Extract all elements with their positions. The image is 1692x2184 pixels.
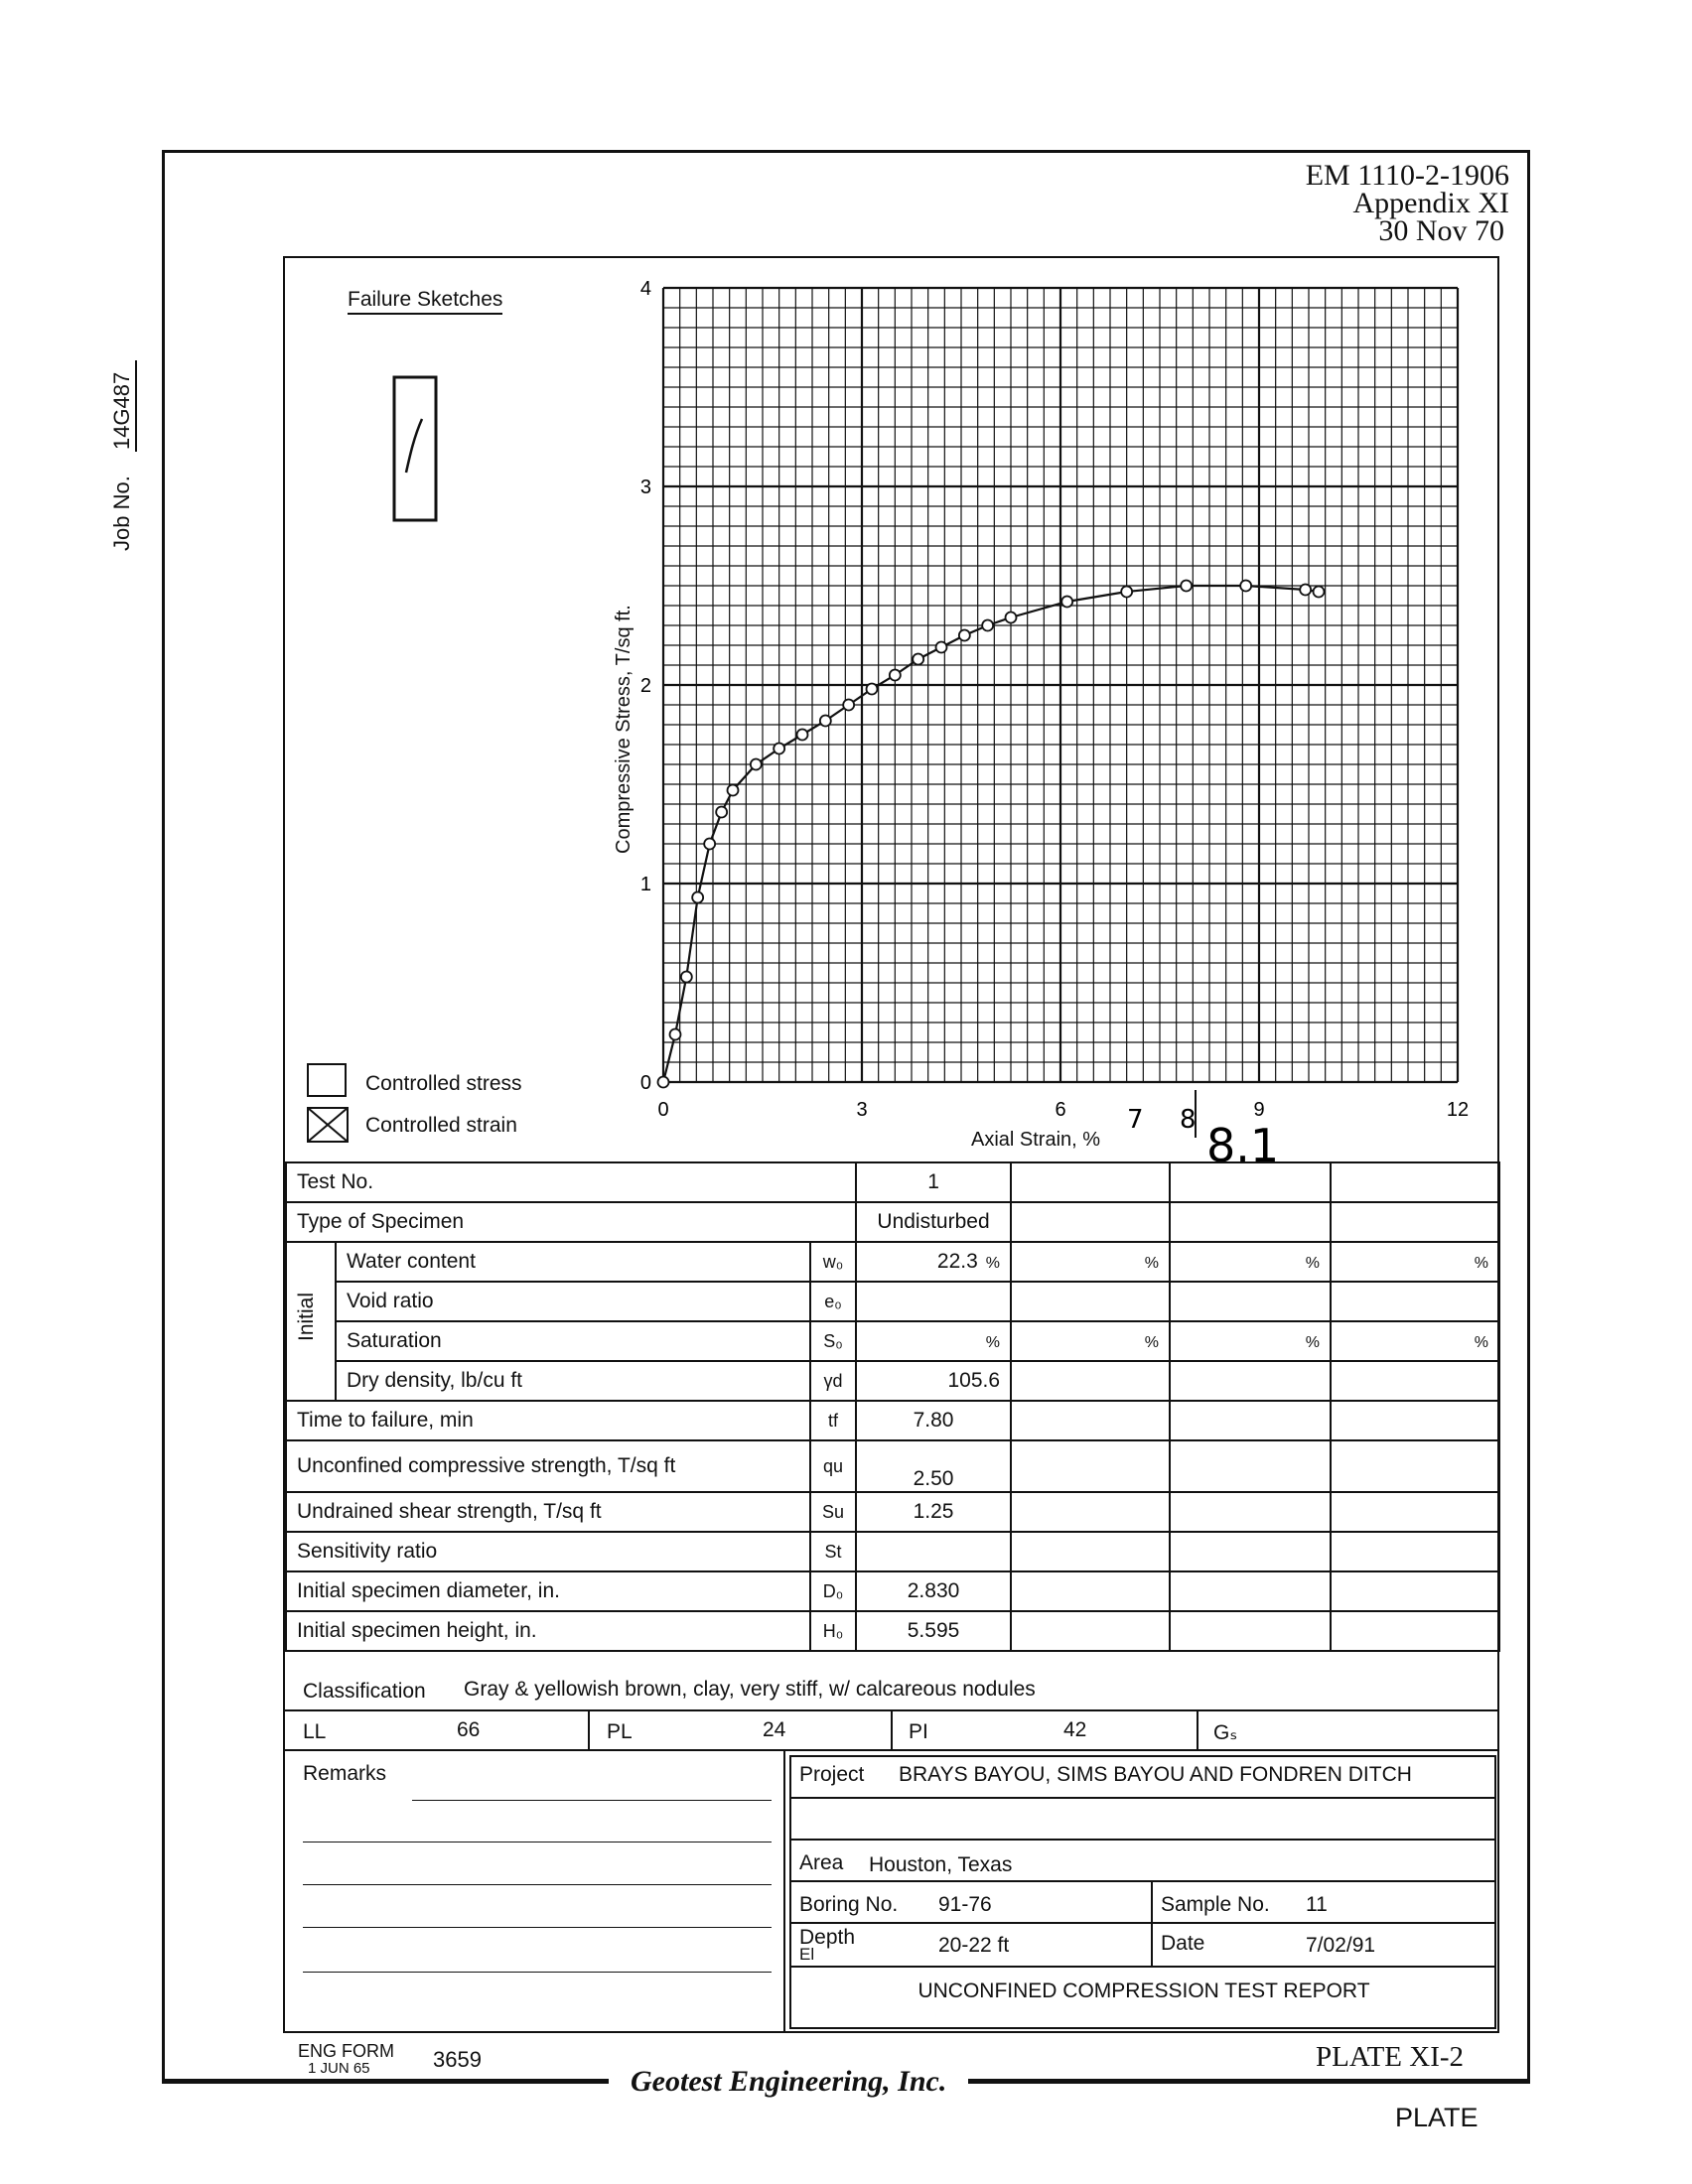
initial-row-symbol: w₀: [810, 1242, 856, 1282]
main-row-label: Initial specimen diameter, in.: [286, 1571, 810, 1611]
main-row-label: Undrained shear strength, T/sq ft: [286, 1492, 810, 1532]
initial-row-value: [1011, 1361, 1170, 1401]
stress-strain-curve: [663, 586, 1319, 1082]
depth-value: 20-22 ft: [938, 1934, 1010, 1957]
plate-number: PLATE XI-2: [1316, 2041, 1465, 2073]
initial-row-value: [1011, 1242, 1170, 1282]
project-value: BRAYS BAYOU, SIMS BAYOU AND FONDREN DITCH: [899, 1763, 1412, 1786]
data-point: [913, 654, 923, 665]
y-tick-label: 0: [639, 1072, 651, 1094]
y-tick-label: 1: [639, 874, 651, 895]
classification-value: Gray & yellowish brown, clay, very stiff, w/ calcareous nodules: [464, 1678, 1036, 1701]
main-row-value: [1170, 1401, 1331, 1440]
main-row-label: Sensitivity ratio: [286, 1532, 810, 1571]
initial-row-symbol: e₀: [810, 1282, 856, 1321]
appendix-label: Appendix XI: [1352, 187, 1509, 219]
data-point: [774, 744, 784, 754]
date-label: Date: [1161, 1932, 1205, 1955]
main-row-value: [1011, 1401, 1170, 1440]
main-row-value: [1331, 1440, 1499, 1492]
eng-form-label: ENG FORM: [298, 2041, 394, 2061]
data-point: [751, 759, 762, 770]
initial-row-value: [1331, 1321, 1499, 1361]
unit-percent: %: [1474, 1255, 1489, 1272]
failure-sketches-title: Failure Sketches: [348, 288, 502, 315]
x-axis-label: Axial Strain, %: [971, 1129, 1101, 1151]
data-point: [936, 642, 947, 653]
test-no-value: 1: [856, 1162, 1011, 1202]
specimen-type-value: [1011, 1202, 1170, 1242]
initial-row-value: [1170, 1361, 1331, 1401]
main-row-value: [1331, 1571, 1499, 1611]
test-data-table: [285, 1161, 1500, 1652]
main-row-label: Initial specimen height, in.: [286, 1611, 810, 1651]
initial-row-value: [1011, 1321, 1170, 1361]
classification-label: Classification: [303, 1680, 426, 1703]
main-row-value: [1331, 1611, 1499, 1651]
unit-percent: %: [1305, 1255, 1321, 1272]
main-row-symbol: tf: [810, 1401, 856, 1440]
initial-row-value: [856, 1361, 1011, 1401]
date-value: 7/02/91: [1306, 1934, 1376, 1957]
main-row-value: [1170, 1571, 1331, 1611]
initial-row-label: Water content: [336, 1242, 810, 1282]
area-value: Houston, Texas: [869, 1853, 1013, 1876]
y-axis-label: Compressive Stress, T/sq ft.: [613, 605, 634, 854]
em-number: EM 1110-2-1906: [1305, 159, 1509, 192]
unit-percent: %: [1144, 1255, 1160, 1272]
data-point: [1181, 581, 1192, 592]
data-point: [716, 807, 727, 818]
classification-row: [285, 1674, 1498, 1711]
test-no-label: Test No.: [286, 1162, 856, 1202]
main-row-value: [1170, 1532, 1331, 1571]
main-row-label: Unconfined compressive strength, T/sq ft: [286, 1440, 810, 1492]
specimen-type-value: Undisturbed: [856, 1202, 1011, 1242]
main-row-value: 2.830: [856, 1571, 1011, 1611]
initial-row-number: 22.3: [936, 1250, 978, 1273]
data-point: [843, 700, 854, 711]
main-row-value: [1011, 1532, 1170, 1571]
sample-value: 11: [1306, 1893, 1328, 1916]
data-point: [670, 1029, 681, 1040]
y-tick-label: 3: [639, 477, 651, 498]
initial-row-symbol: γd: [810, 1361, 856, 1401]
company-name: Geotest Engineering, Inc.: [609, 2065, 968, 2099]
main-row-value: [1170, 1492, 1331, 1532]
main-row-value: 7.80: [856, 1401, 1011, 1440]
initial-row-value: [1170, 1282, 1331, 1321]
data-point: [1300, 585, 1311, 596]
initial-label: Initial: [295, 1292, 318, 1341]
data-point: [1314, 587, 1325, 598]
main-row-value: [1331, 1532, 1499, 1571]
sample-label: Sample No.: [1161, 1893, 1270, 1916]
specimen-type-label: Type of Specimen: [286, 1202, 856, 1242]
initial-row-label: Dry density, lb/cu ft: [336, 1361, 810, 1401]
eng-form-date: 1 JUN 65: [308, 2060, 370, 2077]
main-row-label: Time to failure, min: [286, 1401, 810, 1440]
main-row-value: [1170, 1611, 1331, 1651]
project-label: Project: [799, 1763, 865, 1786]
remarks-label: Remarks: [303, 1762, 387, 1785]
data-point: [959, 630, 970, 641]
main-row-symbol: D₀: [810, 1571, 856, 1611]
main-row-value: [1011, 1611, 1170, 1651]
x-tick-label: 6: [1055, 1099, 1066, 1121]
unit-percent: %: [985, 1334, 1001, 1351]
initial-row-value: [1331, 1361, 1499, 1401]
main-row-value: [1011, 1492, 1170, 1532]
data-point: [890, 670, 901, 681]
specimen-type-value: [1331, 1202, 1499, 1242]
controlled-stress-label: Controlled stress: [365, 1072, 522, 1095]
y-tick-label: 2: [639, 675, 651, 697]
main-row-value: [1011, 1440, 1170, 1492]
pl-value: 24: [763, 1718, 786, 1741]
eng-form-number: 3659: [433, 2047, 482, 2072]
specimen-type-value: [1170, 1202, 1331, 1242]
initial-row-label: Saturation: [336, 1321, 810, 1361]
unit-percent: %: [1474, 1334, 1489, 1351]
job-number: 14G487: [109, 360, 137, 452]
handwritten-seven: 7: [1127, 1105, 1144, 1135]
report-title: UNCONFINED COMPRESSION TEST REPORT: [917, 1979, 1370, 2002]
initial-row-number: 105.6: [947, 1369, 1001, 1392]
x-tick-label: 3: [856, 1099, 868, 1121]
data-point: [681, 972, 692, 983]
x-tick-label: 0: [657, 1099, 669, 1121]
company-footer: [162, 2065, 1530, 2099]
unit-percent: %: [1144, 1334, 1160, 1351]
project-block: [789, 1755, 1496, 2029]
data-point: [1006, 613, 1017, 623]
chart-curve: [663, 586, 1319, 1082]
gs-label: Gₛ: [1213, 1721, 1238, 1744]
handwritten-eight-point-one: 8.1: [1206, 1119, 1280, 1171]
y-tick-label: 4: [639, 278, 651, 300]
initial-row-symbol: S₀: [810, 1321, 856, 1361]
chart-tick-labels: [640, 278, 1469, 1121]
x-tick-label: 12: [1446, 1099, 1470, 1121]
data-point: [728, 785, 739, 796]
chart-grid: [663, 288, 1458, 1082]
main-row-value: [1331, 1401, 1499, 1440]
controlled-strain-label: Controlled strain: [365, 1114, 517, 1137]
handwritten-eight: 8: [1180, 1105, 1197, 1135]
test-no-value: [1331, 1162, 1499, 1202]
initial-row-value: [1170, 1321, 1331, 1361]
initial-row-value: [856, 1242, 1011, 1282]
initial-row-value: [856, 1282, 1011, 1321]
main-row-value: [1011, 1571, 1170, 1611]
main-row-symbol: St: [810, 1532, 856, 1571]
pi-value: 42: [1063, 1718, 1087, 1741]
main-row-symbol: Su: [810, 1492, 856, 1532]
el-label: El: [799, 1945, 815, 1964]
initial-row-label: Void ratio: [336, 1282, 810, 1321]
main-row-value: 1.25: [856, 1492, 1011, 1532]
initial-row-value: [1170, 1242, 1331, 1282]
x-tick-label: 9: [1253, 1099, 1265, 1121]
limits-row: [285, 1711, 1498, 1751]
area-label: Area: [799, 1851, 844, 1874]
test-no-value: [1170, 1162, 1331, 1202]
pi-label: PI: [909, 1720, 928, 1743]
unit-percent: %: [1305, 1334, 1321, 1351]
initial-row-value: [1331, 1242, 1499, 1282]
ll-value: 66: [457, 1718, 481, 1741]
main-row-value: [856, 1532, 1011, 1571]
job-label: Job No.: [109, 476, 134, 551]
chart-points: [658, 581, 1325, 1088]
plate-below: PLATE: [1395, 2103, 1479, 2132]
data-point: [982, 620, 993, 631]
initial-row-value: [1331, 1282, 1499, 1321]
header-date: 30 Nov 70: [1378, 214, 1504, 247]
test-no-value: [1011, 1162, 1170, 1202]
pl-label: PL: [607, 1720, 633, 1743]
main-row-value: [1331, 1492, 1499, 1532]
data-point: [1121, 587, 1132, 598]
data-point: [1240, 581, 1251, 592]
data-point: [797, 730, 808, 741]
main-row-value: [1170, 1440, 1331, 1492]
main-row-value: 2.50: [856, 1440, 1011, 1492]
boring-value: 91-76: [938, 1893, 992, 1916]
initial-row-value: [856, 1321, 1011, 1361]
data-point: [867, 684, 878, 695]
data-point: [820, 716, 831, 727]
main-row-value: 5.595: [856, 1611, 1011, 1651]
data-point: [692, 892, 703, 903]
data-point: [1061, 597, 1072, 608]
depth-label: Depth: [799, 1926, 856, 1949]
ll-label: LL: [303, 1720, 327, 1743]
main-row-symbol: H₀: [810, 1611, 856, 1651]
unit-percent: %: [985, 1255, 1001, 1272]
boring-label: Boring No.: [799, 1893, 899, 1916]
initial-row-value: [1011, 1282, 1170, 1321]
data-point: [704, 839, 715, 850]
main-row-symbol: qu: [810, 1440, 856, 1492]
data-point: [658, 1077, 669, 1088]
initial-group-label: [286, 1242, 336, 1401]
